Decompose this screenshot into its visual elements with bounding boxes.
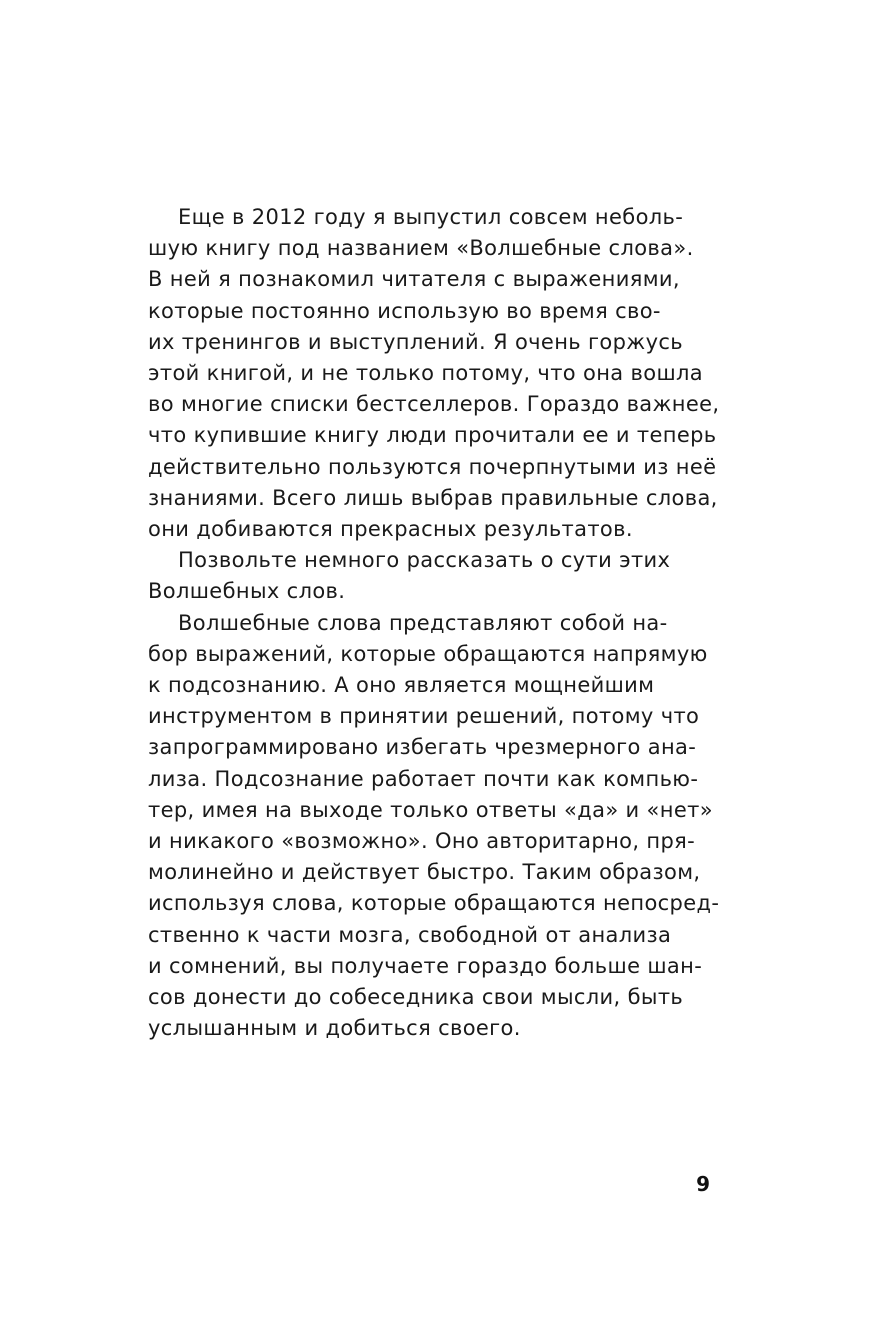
- paragraph-1-line-11: они добиваются прекрасных результатов.: [148, 517, 633, 542]
- paragraph-3-line-12: и сомнений, вы получаете гораздо больше шан-: [148, 953, 703, 978]
- paragraph-3-line-3: к подсознанию. А оно является мощнейшим: [148, 673, 655, 698]
- paragraph-3-line-11: ственно к части мозга, свободной от анализа: [148, 922, 672, 947]
- paragraph-1-line-2: шую книгу под названием «Волшебные слова».: [148, 236, 694, 261]
- paragraph-1-line-7: во многие списки бестселлеров. Гораздо важнее,: [148, 392, 720, 417]
- paragraph-3-line-10: используя слова, которые обращаются непосред-: [148, 891, 720, 916]
- paragraph-1-line-4: которые постоянно использую во время сво-: [148, 298, 661, 323]
- paragraph-3-line-2: бор выражений, которые обращаются напрямую: [148, 641, 708, 666]
- paragraph-2-line-1: Позвольте немного рассказать о сути этих: [178, 548, 671, 573]
- paragraph-1-line-3: В ней я познакомил читателя с выражениями,: [148, 267, 680, 292]
- paragraph-1-line-10: знаниями. Всего лишь выбрав правильные слова,: [148, 485, 718, 510]
- paragraph-3-line-1: Волшебные слова представляют собой на-: [178, 610, 668, 635]
- paragraph-3-line-8: и никакого «возможно». Оно авторитарно, пря-: [148, 829, 696, 854]
- paragraph-1-line-5: их тренингов и выступлений. Я очень горжусь: [148, 329, 683, 354]
- page-number: 9: [696, 1172, 710, 1196]
- paragraph-3-line-9: молинейно и действует быстро. Таким образом,: [148, 860, 701, 885]
- paragraph-1-line-6: этой книгой, и не только потому, что она вошла: [148, 361, 704, 386]
- paragraph-3-line-14: услышанным и добиться своего.: [148, 1016, 521, 1041]
- paragraph-3-line-5: запрограммировано избегать чрезмерного ана-: [148, 735, 697, 760]
- paragraph-3-line-7: тер, имея на выходе только ответы «да» и «нет»: [148, 797, 713, 822]
- paragraph-1-line-9: действительно пользуются почерпнутыми из неё: [148, 454, 717, 479]
- paragraph-2-line-2: Волшебных слов.: [148, 579, 346, 604]
- paragraph-1-line-8: что купившие книгу люди прочитали ее и теперь: [148, 423, 717, 448]
- paragraph-3-line-6: лиза. Подсознание работает почти как компью-: [148, 766, 699, 791]
- paragraph-1-line-1: Еще в 2012 году я выпустил совсем неболь-: [178, 205, 684, 229]
- paragraph-3-line-13: сов донести до собеседника свои мысли, быть: [148, 985, 684, 1010]
- body-text: [148, 202, 728, 1044]
- paragraph-3-line-4: инструментом в принятии решений, потому что: [148, 704, 700, 729]
